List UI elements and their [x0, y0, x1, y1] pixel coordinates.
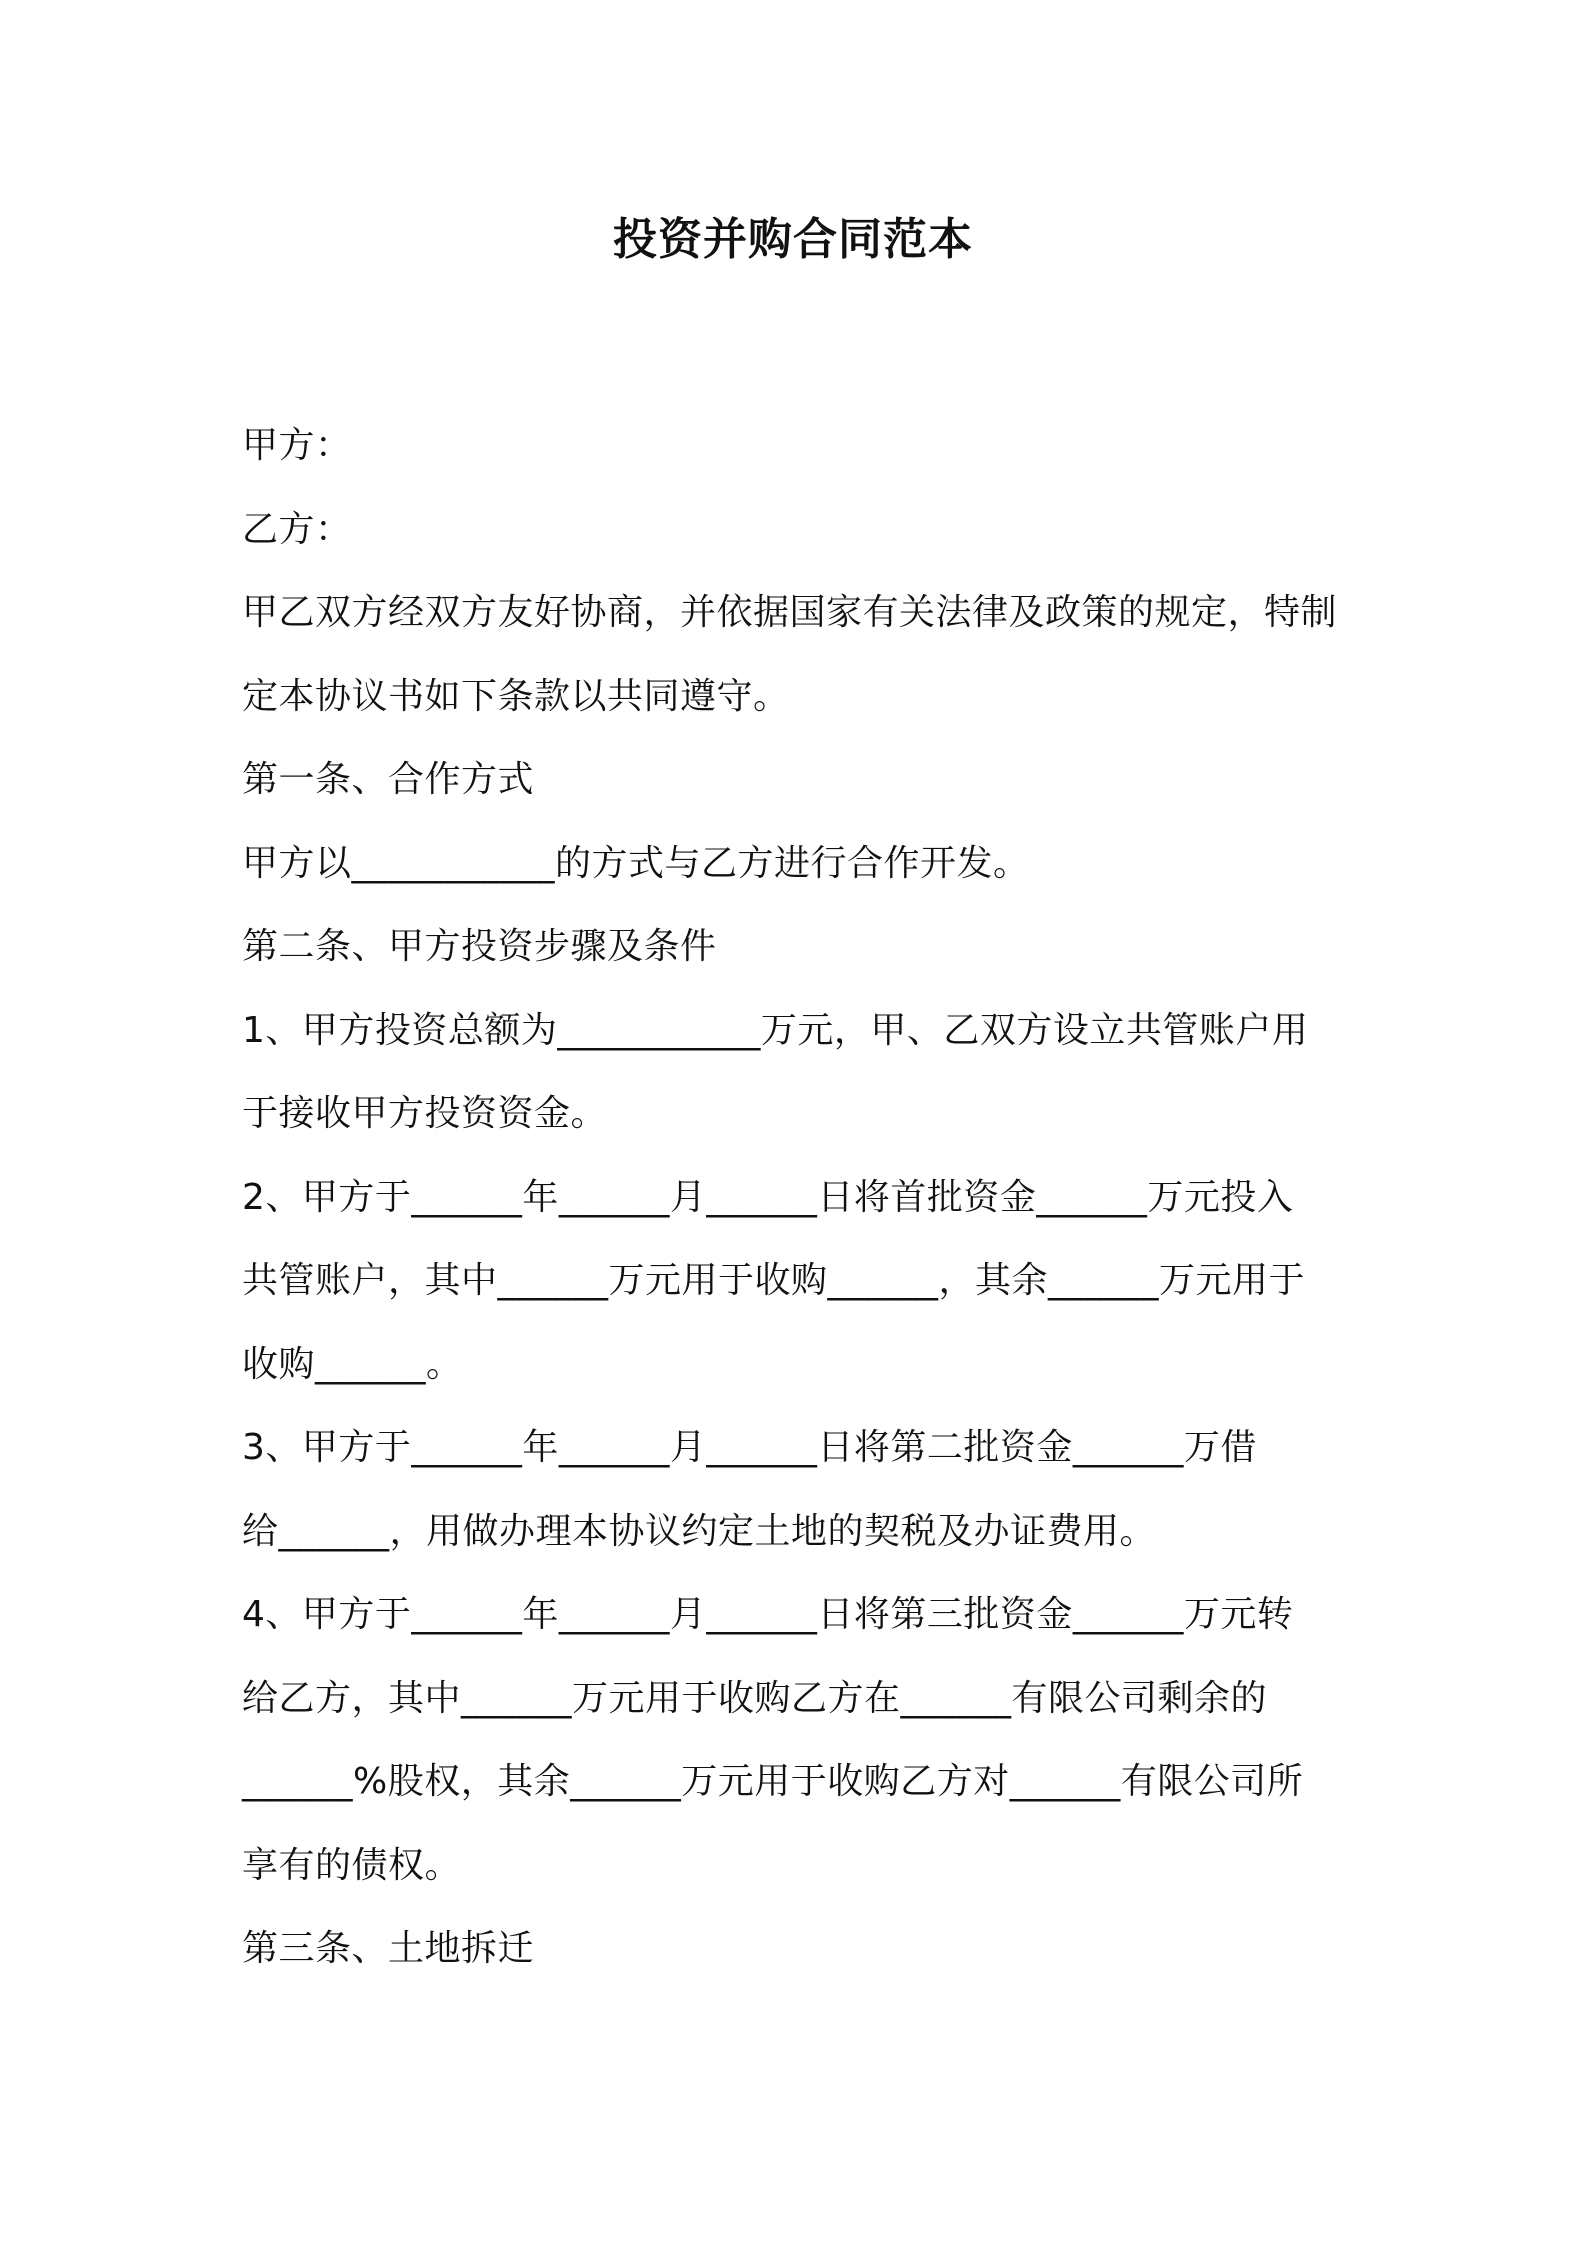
- clause-1-line-2: 于接收甲方投资资金。: [242, 1093, 608, 1134]
- article-2-heading: 第二条、甲方投资步骤及条件: [242, 926, 717, 967]
- preamble-line-2: 定本协议书如下条款以共同遵守。: [242, 675, 790, 717]
- article-3-heading: 第三条、土地拆迁: [242, 1928, 535, 1969]
- clause-3-line-2: 给______，用做办理本协议约定土地的契税及办证费用。: [242, 1510, 1157, 1552]
- clause-1-line-1: 1、甲方投资总额为___________万元，甲、乙双方设立共管账户用: [242, 1009, 1309, 1051]
- party-a-line: 甲方：: [242, 425, 352, 466]
- clause-4-line-4: 享有的债权。: [242, 1844, 462, 1886]
- document-body: [242, 404, 1362, 1991]
- preamble-line-1: 甲乙双方经双方友好协商，并依据国家有关法律及政策的规定，特制: [242, 592, 1338, 633]
- document-title: 投资并购合同范本: [613, 214, 973, 265]
- article-1-heading: 第一条、合作方式: [242, 759, 535, 800]
- clause-4-line-1: 4、甲方于______年______月______日将第三批资金______万元转: [242, 1594, 1294, 1635]
- clause-4-line-2: 给乙方，其中______万元用于收购乙方在______有限公司剩余的: [242, 1677, 1268, 1719]
- party-b-line: 乙方：: [242, 508, 352, 550]
- clause-3-line-1: 3、甲方于______年______月______日将第二批资金______万借: [242, 1427, 1257, 1468]
- clause-2-line-1: 2、甲方于______年______月______日将首批资金______万元投入: [242, 1176, 1294, 1218]
- clause-2-line-2: 共管账户，其中______万元用于收购______，其余______万元用于: [242, 1260, 1306, 1301]
- clause-4-line-3: ______%股权，其余______万元用于收购乙方对______有限公司所: [242, 1761, 1304, 1802]
- clause-2-line-3: 收购______。: [242, 1343, 463, 1385]
- article-1-text: 甲方以___________的方式与乙方进行合作开发。: [242, 842, 1030, 884]
